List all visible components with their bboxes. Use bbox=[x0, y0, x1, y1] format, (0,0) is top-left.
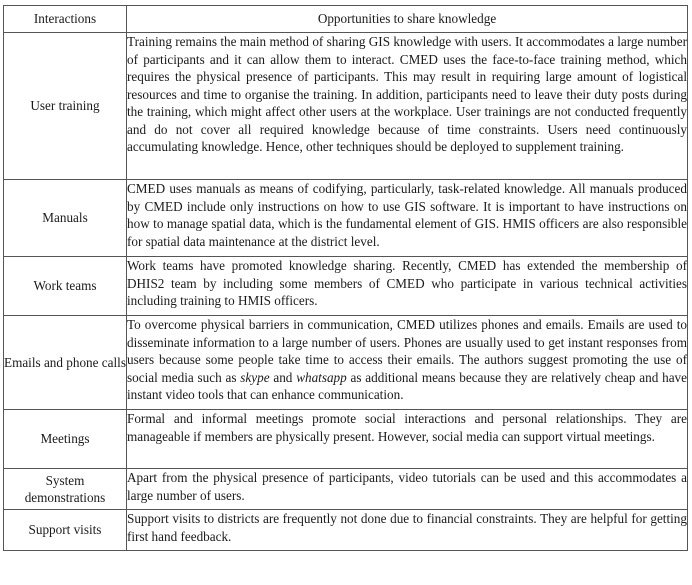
opportunity-cell bbox=[127, 33, 688, 180]
opportunity-text: CMED uses manuals as means of codifying, particularly, task-related knowledge. All manuals produced by CMED include only instructions on how to use GIS software. It is important to have instructions on how to manage spatial data, which is the fundamental element of GIS. HMIS officers are also responsible for spatial data maintenance at the district level. bbox=[127, 181, 687, 249]
table-row bbox=[4, 180, 688, 257]
table-row bbox=[4, 316, 688, 410]
interaction-cell: System demonstrations bbox=[4, 469, 127, 510]
text-segment: as additional means because they are relatively cheap and have instant video tools that can enhance communication. bbox=[127, 369, 687, 402]
opportunity-text: Apart from the physical presence of participants, video tutorials can be used and this accommodates a large number of users. bbox=[127, 470, 687, 503]
interaction-cell: Meetings bbox=[4, 410, 127, 469]
opportunity-cell bbox=[127, 316, 688, 410]
whatsapp-emphasis: whatsapp bbox=[296, 369, 347, 385]
opportunity-text: Formal and informal meetings promote social interactions and personal relationships. They are manageable if members are physically present. However, social media can support virtual meetings. bbox=[127, 411, 687, 444]
table-row bbox=[4, 33, 688, 180]
header-opportunities: Opportunities to share knowledge bbox=[127, 6, 688, 33]
opportunity-text: Training remains the main method of sharing GIS knowledge with users. It accommodates a large number of participants and it can allow them to interact. CMED uses the face-to-face training method, which requires the physical presence of participants. This may result in requiring large amount of logistical resources and time to organise the training. In addition, participants need to leave their duty posts during the training, which might affect other users at the workplace. User trainings are not conducted frequently and do not cover all required knowledge because of time constraints. Users need continuously accumulating knowledge. Hence, other techniques should be deployed to supplement training. bbox=[127, 34, 687, 154]
interaction-cell: Manuals bbox=[4, 180, 127, 257]
text-segment: and bbox=[269, 369, 297, 385]
table-row bbox=[4, 510, 688, 551]
opportunity-cell bbox=[127, 469, 688, 510]
opportunity-cell bbox=[127, 257, 688, 316]
header-row bbox=[4, 6, 688, 33]
interaction-cell: Support visits bbox=[4, 510, 127, 551]
opportunity-cell bbox=[127, 410, 688, 469]
header-interactions: Interactions bbox=[4, 6, 127, 33]
opportunity-text bbox=[127, 316, 687, 404]
table-row bbox=[4, 410, 688, 469]
table-row bbox=[4, 257, 688, 316]
text-segment: To overcome physical barriers in communication, CMED utilizes phones and emails. Emails are used to disseminate information to a large number of users. Phones are usually used to get instant responses from users because some people take time to access their emails. The authors suggest promoting the use of social media such as bbox=[127, 317, 687, 385]
skype-emphasis: skype bbox=[240, 369, 270, 385]
interaction-cell: Emails and phone calls bbox=[4, 316, 127, 410]
interaction-cell: User training bbox=[4, 33, 127, 180]
opportunity-text: Work teams have promoted knowledge sharing. Recently, CMED has extended the membership of DHIS2 team by including some members of CMED who participate in various technical activities including training to HMIS officers. bbox=[127, 258, 687, 308]
opportunity-cell bbox=[127, 180, 688, 257]
interaction-cell: Work teams bbox=[4, 257, 127, 316]
opportunity-cell bbox=[127, 510, 688, 551]
opportunity-text: Support visits to districts are frequently not done due to financial constraints. They are helpful for getting first hand feedback. bbox=[127, 511, 687, 544]
knowledge-sharing-table bbox=[3, 5, 688, 551]
table-row bbox=[4, 469, 688, 510]
